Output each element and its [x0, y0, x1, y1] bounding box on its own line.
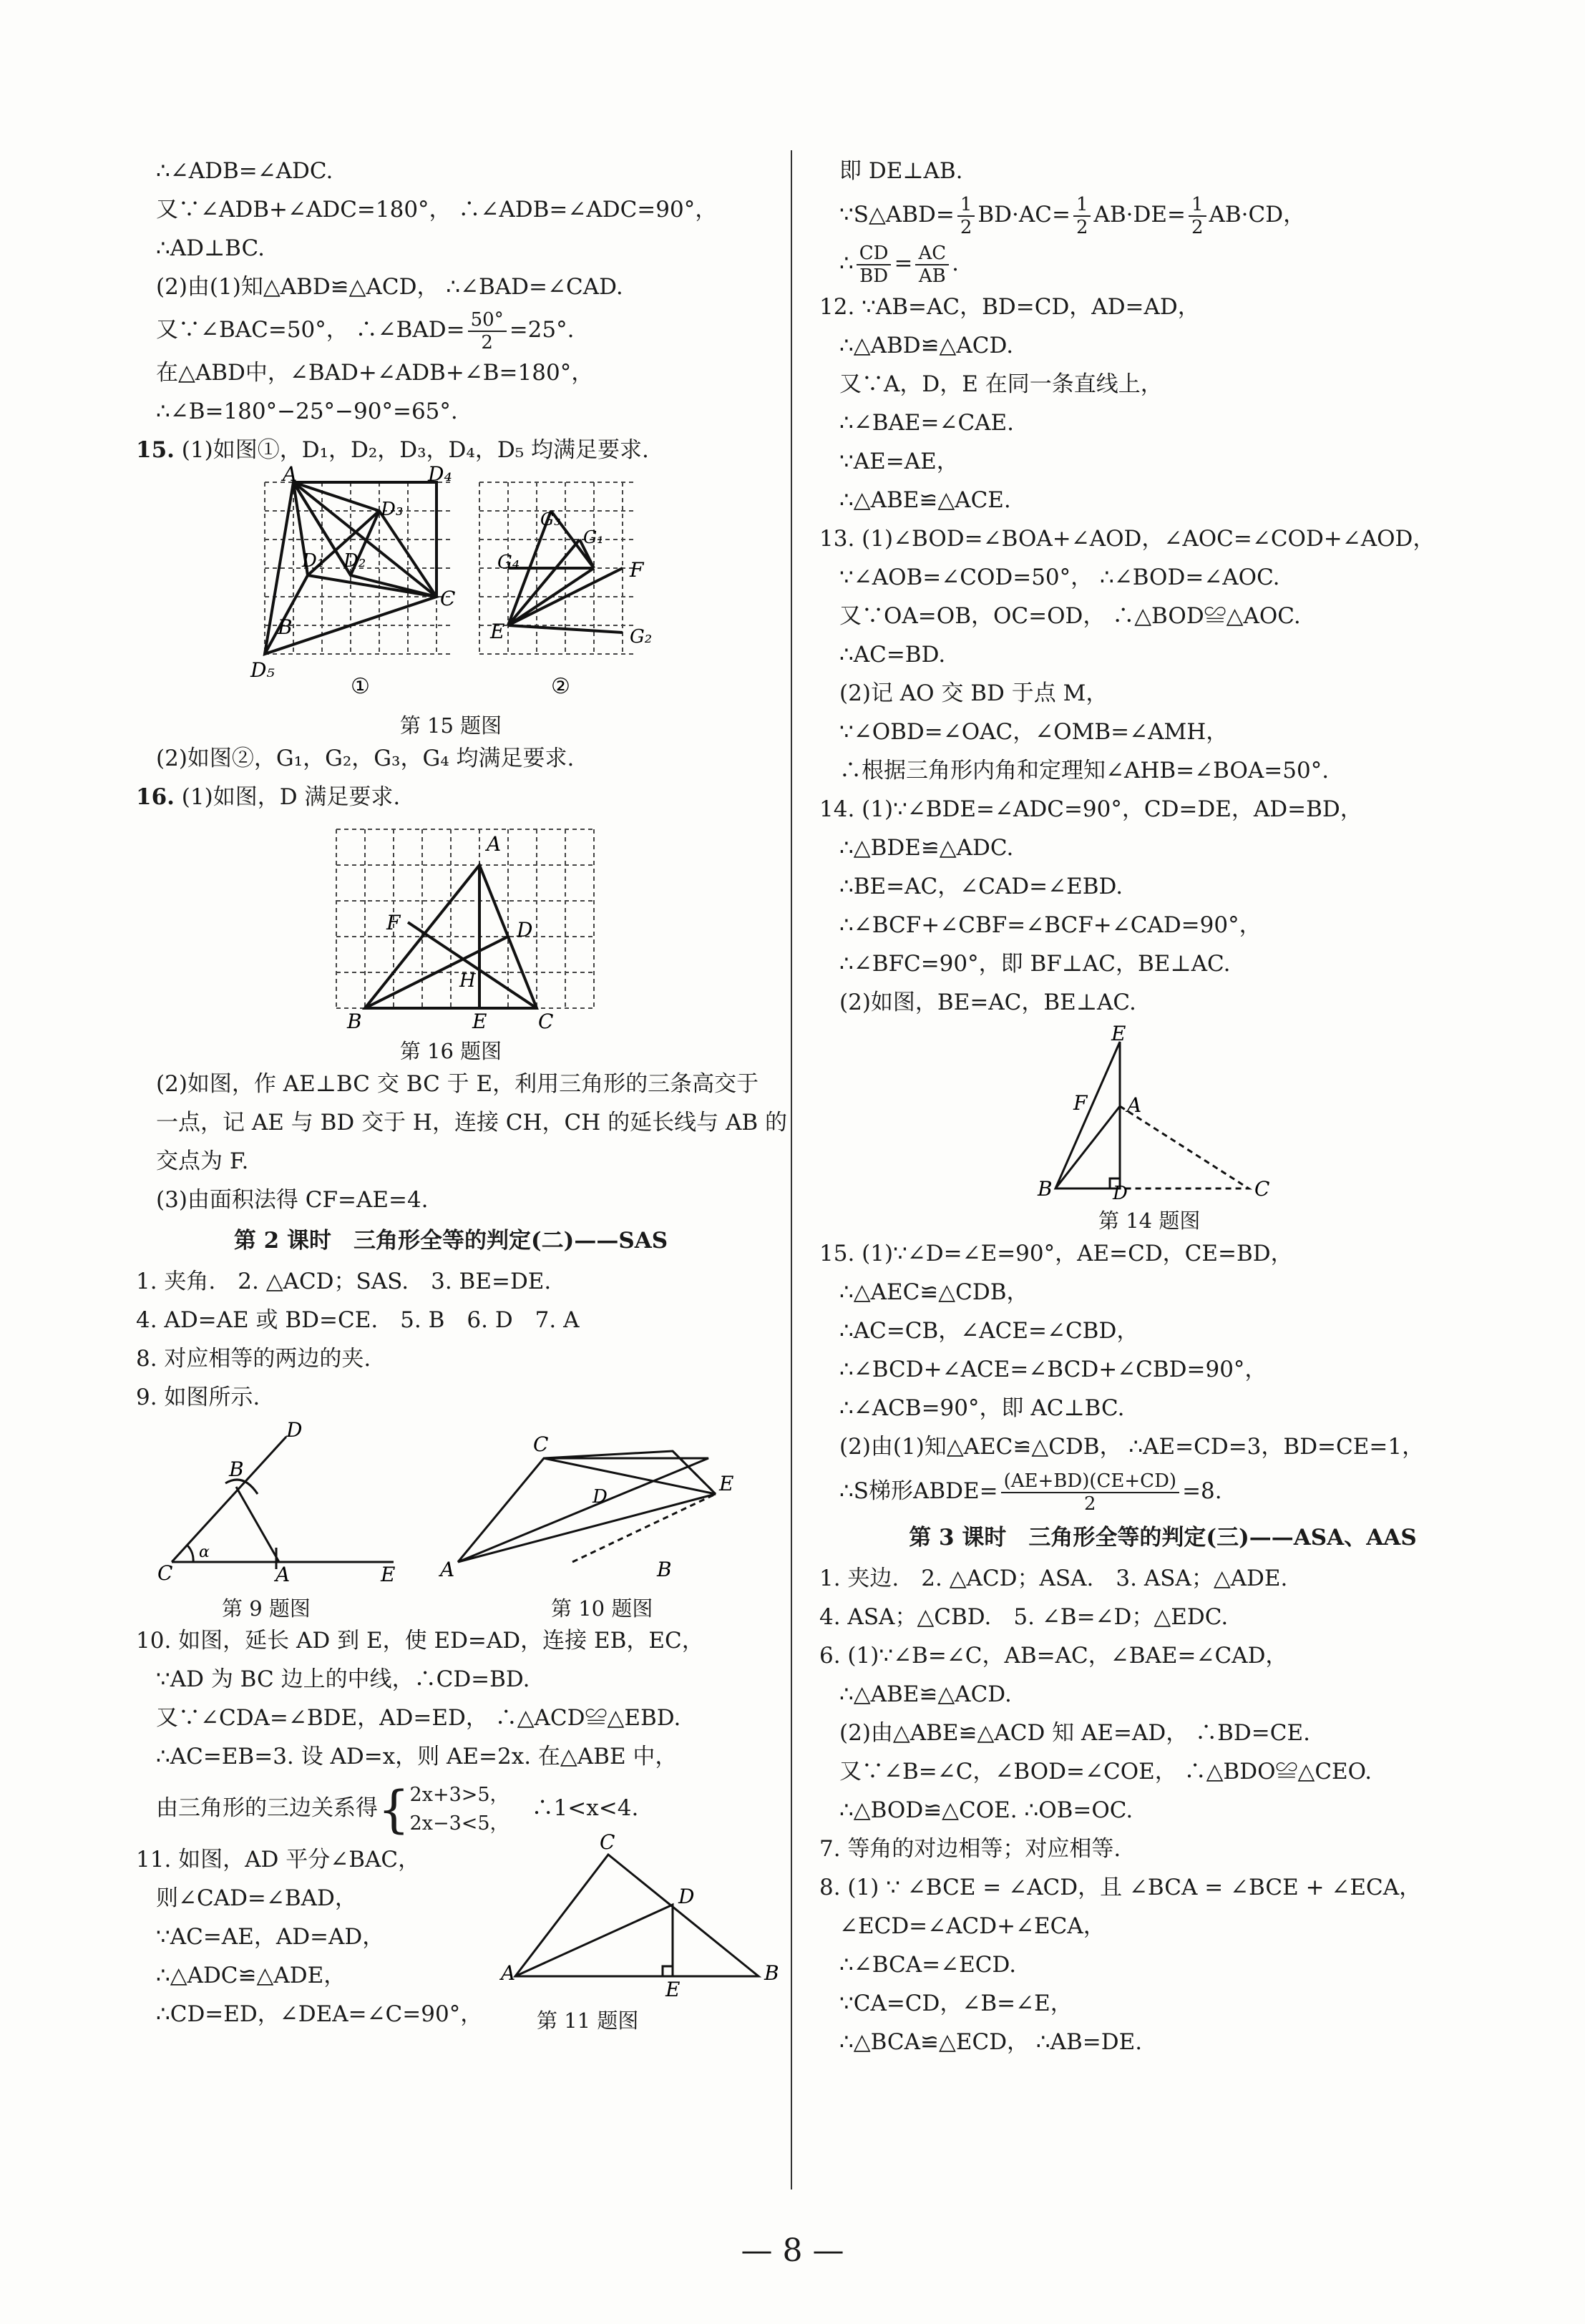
text-fragment: . [952, 250, 959, 276]
label-D1: D₁ [302, 550, 325, 572]
figure-9-caption: 第 9 题图 [222, 1596, 311, 1621]
label-C: C [538, 1010, 554, 1033]
text-fragment: AB·DE= [1093, 202, 1186, 228]
answer-line: 4. AD=AE 或 BD=CE. 5. B 6. D 7. A [136, 1307, 580, 1333]
label-D3: D₃ [381, 499, 404, 520]
text-line: ∵AE=AE， [839, 449, 959, 474]
text-line: ∴∠BFC=90°，即 BF⊥AC，BE⊥AC. [839, 951, 1231, 977]
figure-captions-row [136, 1593, 766, 1621]
text-line: ∴△AEC≌△CDB， [839, 1279, 1029, 1305]
figure-15-caption: 第 15 题图 [399, 713, 502, 738]
label-C: C [157, 1561, 173, 1585]
text-fragment: =8. [1182, 1478, 1222, 1504]
numerator: CD [857, 243, 892, 265]
label-C: C [1254, 1177, 1270, 1201]
figure-15 [136, 462, 766, 704]
text-line: ∵AD 为 BC 边上的中线，∴CD=BD. [156, 1666, 530, 1692]
page-number: — 8 — [741, 2232, 844, 2269]
fraction [857, 243, 892, 287]
label-G2: G₂ [630, 626, 653, 648]
fraction [468, 309, 507, 353]
fraction [957, 194, 975, 238]
answer-line: ∴△BCA≌△ECD， ∴AB=DE. [839, 2029, 1143, 2055]
text-line: ∵∠AOB=∠COD=50°， ∴∠BOD=∠AOC. [839, 565, 1280, 590]
text-line: ∵AC=AE，AD=AD， [156, 1924, 385, 1950]
text-line: 交点为 F. [156, 1148, 249, 1174]
subfigure-2-label: ② [551, 674, 570, 699]
figure-14-caption: 第 14 题图 [1098, 1209, 1201, 1233]
numerator: 1 [1189, 194, 1206, 217]
label-E: E [490, 620, 505, 643]
text-line: ∴∠ACB=90°，即 AC⊥BC. [839, 1395, 1125, 1421]
text-line: ∴∠BCF+∠CBF=∠BCF+∠CAD=90°， [839, 912, 1262, 938]
label-G3: G₃ [540, 509, 561, 529]
question-16 [136, 778, 766, 816]
answer-line: 1. 夹角. 2. △ACD；SAS. 3. BE=DE. [136, 1269, 552, 1294]
label-F: F [1073, 1091, 1088, 1115]
text-line: (2)如图，作 AE⊥BC 交 BC 于 E，利用三角形的三条高交于 [156, 1071, 759, 1097]
text-fragment: 又∵∠BAC=50°， ∴∠BAD= [156, 317, 465, 343]
text-line: ∴AC=EB=3. 设 AD=x，则 AE=2x. 在△ABE 中， [156, 1744, 678, 1769]
label-B: B [764, 1961, 779, 1985]
figure-10-caption: 第 10 题图 [551, 1596, 653, 1621]
numerator: 1 [957, 194, 975, 217]
text-line [819, 190, 1506, 239]
label-D: D [517, 918, 533, 942]
text-fragment: ∴1<x<4. [531, 1795, 639, 1821]
text-line: ∵∠OBD=∠OAC，∠OMB=∠AMH， [839, 719, 1229, 745]
text-line: ∴∠BCD+∠ACE=∠BCD+∠CBD=90°， [839, 1357, 1267, 1382]
text-line: ∴△ADC≌△ADE， [156, 1963, 346, 1988]
figure-16 [136, 822, 766, 1033]
numerator: (AE+BD)(CE+CD) [1001, 1470, 1179, 1493]
text-line: 又∵OA=OB，OC=OD， ∴△BOD≌△AOC. [839, 603, 1301, 629]
inequality: 2x−3<5， [409, 1812, 509, 1835]
denominator: 2 [1076, 216, 1088, 238]
question-number: 16. [136, 784, 175, 810]
text-line: 在△ABD中，∠BAD+∠ADB+∠B=180°， [156, 360, 594, 386]
text-line: (2)由(1)知△AEC≌△CDB， ∴AE=CD=3，BD=CE=1， [839, 1434, 1425, 1460]
label-E: E [719, 1472, 734, 1495]
answer-line: 7. 等角的对边相等；对应相等. [819, 1836, 1121, 1862]
text-fragment: BD·AC= [977, 202, 1071, 228]
text-line: 又∵∠ADB+∠ADC=180°， ∴∠ADB=∠ADC=90°， [156, 197, 718, 223]
question-number: 15. [136, 437, 175, 463]
text-fragment: 由三角形的三边关系得 [156, 1795, 378, 1821]
label-D: D [286, 1418, 303, 1442]
numerator: AC [915, 243, 949, 265]
text-line: ∴△BDE≌△ADC. [839, 835, 1014, 861]
text-line: 则∠CAD=∠BAD， [156, 1885, 357, 1911]
text-line: ∴AC=CB，∠ACE=∠CBD， [839, 1318, 1139, 1344]
brace: { [378, 1779, 410, 1839]
label-D2: D₂ [343, 550, 366, 572]
text-line: 15. (1)∵∠D=∠E=90°，AE=CD，CE=BD， [819, 1241, 1293, 1266]
figure-14 [819, 1022, 1506, 1204]
text-line: ∴CD=ED，∠DEA=∠C=90°， [156, 2001, 483, 2027]
inequality: 2x+3>5， [409, 1783, 509, 1806]
denominator: BD [859, 265, 889, 287]
figures-9-10 [136, 1418, 766, 1587]
answer-line: ∴∠BCA=∠ECD. [839, 1952, 1017, 1978]
inequality-system [410, 1781, 509, 1838]
label-D: D [678, 1885, 695, 1908]
text-line: (2)由(1)知△ABD≌△ACD， ∴∠BAD=∠CAD. [156, 274, 623, 300]
label-D4: D₄ [428, 462, 452, 486]
text-line: ∴ $\frac{CD}{BD}$ = $\frac{AC}{AB}$ . [839, 242, 959, 287]
text-fragment: (1)如图，D 满足要求. [181, 784, 401, 810]
answer-line: 1. 夹边. 2. △ACD；ASA. 3. ASA；△ADE. [819, 1566, 1288, 1591]
numerator: 50° [468, 309, 507, 332]
label-B: B [278, 615, 293, 639]
text-line: (2)如图，BE=AC，BE⊥AC. [839, 990, 1136, 1015]
text-line: (2)如图②，G₁，G₂，G₃，G₄ 均满足要求. [156, 746, 575, 771]
answer-line: 又∵∠B=∠C，∠BOD=∠COE， ∴△BDO≌△CEO. [839, 1759, 1372, 1784]
left-column [136, 152, 788, 2034]
label-H: H [459, 970, 476, 992]
text-line: ∴△ABE≌△ACE. [839, 487, 1011, 513]
text-line: ∴AD⊥BC. [156, 235, 265, 261]
denominator: 2 [1191, 216, 1204, 238]
fraction [1073, 194, 1091, 238]
subfigure-1-label: ① [351, 674, 370, 699]
numerator: 1 [1073, 194, 1091, 217]
label-E: E [472, 1010, 487, 1033]
fraction [915, 243, 949, 287]
text-line: 12. ∵AB=AC，BD=CD，AD=AD， [819, 294, 1200, 320]
label-D5: D₅ [250, 658, 275, 682]
answer-line: 6. (1)∵∠B=∠C，AB=AC，∠BAE=∠CAD， [819, 1643, 1288, 1669]
text-line: 13. (1)∠BOD=∠BOA+∠AOD，∠AOC=∠COD+∠AOD， [819, 526, 1435, 552]
text-line: 又∵∠CDA=∠BDE，AD=ED， ∴△ACD≌△EBD. [156, 1705, 681, 1731]
text-line [136, 1776, 766, 1840]
fraction [1189, 194, 1206, 238]
denominator: 2 [481, 331, 493, 353]
text-line: 11. 如图，AD 平分∠BAC， [136, 1847, 421, 1873]
label-C: C [600, 1830, 615, 1854]
text-fragment: ∴ [839, 250, 854, 276]
label-F: F [386, 911, 401, 934]
text-fragment: AB·CD， [1209, 202, 1306, 228]
label-D: D [1113, 1183, 1128, 1204]
text-line: ∴∠BAE=∠CAE. [839, 410, 1015, 436]
answer-line: ∵CA=CD，∠B=∠E， [839, 1991, 1073, 2016]
answer-line: ∴△ABE≌△ACD. [839, 1681, 1012, 1707]
text-line [136, 306, 766, 353]
label-A: A [501, 1961, 516, 1985]
answer-line: 8. 对应相等的两边的夹. [136, 1346, 371, 1372]
text-line: (2)记 AO 交 BD 于点 M， [839, 680, 1108, 706]
figure-15-drawing [136, 462, 766, 704]
text-fragment: (1)如图①，D₁，D₂，D₃，D₄，D₅ 均满足要求. [181, 437, 649, 463]
section-2-title: 第 2 课时 三角形全等的判定(二)——SAS [233, 1228, 668, 1254]
figure-14-drawing [819, 1022, 1506, 1204]
answer-line: ∠ECD=∠ACD+∠ECA， [839, 1913, 1106, 1939]
label-C: C [533, 1432, 549, 1456]
text-line: 10. 如图，延长 AD 到 E，使 ED=AD，连接 EB，EC， [136, 1628, 704, 1654]
answer-line: 8. (1) ∵ ∠BCE = ∠ACD，且 ∠BCA = ∠BCE + ∠ECA， [819, 1875, 1422, 1900]
text-line: ∴AC=BD. [839, 642, 946, 668]
label-D: D [592, 1486, 608, 1508]
label-A: A [487, 832, 502, 856]
text-line: ∴∠B=180°−25°−90°=65°. [156, 399, 458, 424]
text-line: ∴根据三角形内角和定理知∠AHB=∠BOA=50°. [839, 758, 1330, 783]
label-B: B [229, 1458, 244, 1481]
label-E: E [1111, 1022, 1126, 1045]
text-line: 又∵A，D，E 在同一条直线上， [839, 371, 1163, 397]
label-A: A [275, 1563, 291, 1586]
label-F: F [630, 558, 644, 582]
figure-11-caption: 第 11 题图 [537, 2008, 639, 2033]
fraction [1001, 1470, 1179, 1515]
figure-16-drawing [136, 822, 766, 1033]
text-fragment: ∴S梯形ABDE= [839, 1478, 998, 1504]
denominator: 2 [1084, 1493, 1096, 1515]
figure-11-drawing [501, 1830, 801, 2001]
text-line [819, 1466, 1506, 1516]
text-line: 一点，记 AE 与 BD 交于 H，连接 CH，CH 的延长线与 AB 的 [156, 1110, 788, 1136]
label-A: A [283, 462, 298, 486]
label-B: B [347, 1010, 362, 1033]
figure-16-caption: 第 16 题图 [399, 1039, 502, 1063]
label-B: B [1038, 1177, 1053, 1201]
denominator: AB [918, 265, 946, 287]
label-E: E [381, 1563, 396, 1586]
label-B: B [657, 1558, 672, 1581]
label-A: A [1127, 1093, 1142, 1117]
right-column [819, 152, 1506, 2061]
label-G1: G₁ [583, 527, 604, 547]
text-line: ∴BE=AC，∠CAD=∠EBD. [839, 874, 1123, 899]
question-11 [136, 1830, 779, 2034]
text-line: ∴∠ADB=∠ADC. [156, 158, 333, 184]
label-A: A [440, 1558, 455, 1581]
text-line: 14. (1)∵∠BDE=∠ADC=90°，CD=DE，AD=BD， [819, 796, 1362, 822]
label-G4: G₄ [497, 552, 520, 573]
label-C: C [440, 587, 456, 610]
text-line: ∴△ABD≌△ACD. [839, 333, 1014, 358]
answer-line: 4. ASA；△CBD. 5. ∠B=∠D；△EDC. [819, 1604, 1229, 1630]
text-line: (3)由面积法得 CF=AE=4. [156, 1187, 429, 1213]
label-E: E [665, 1978, 681, 2001]
text-fragment: =25°. [509, 317, 575, 343]
denominator: 2 [960, 216, 972, 238]
answer-line: 9. 如图所示. [136, 1385, 260, 1410]
section-3-title: 第 3 课时 三角形全等的判定(三)——ASA、AAS [909, 1525, 1417, 1551]
text-fragment: ∵S△ABD= [839, 202, 955, 228]
answer-line: ∴△BOD≌△COE. ∴OB=OC. [839, 1797, 1133, 1823]
figures-9-10-drawing [136, 1418, 766, 1587]
text-line: 即 DE⊥AB. [839, 158, 963, 184]
label-alpha: α [199, 1543, 210, 1561]
answer-line: (2)由△ABE≌△ACD 知 AE=AD， ∴BD=CE. [839, 1720, 1310, 1746]
